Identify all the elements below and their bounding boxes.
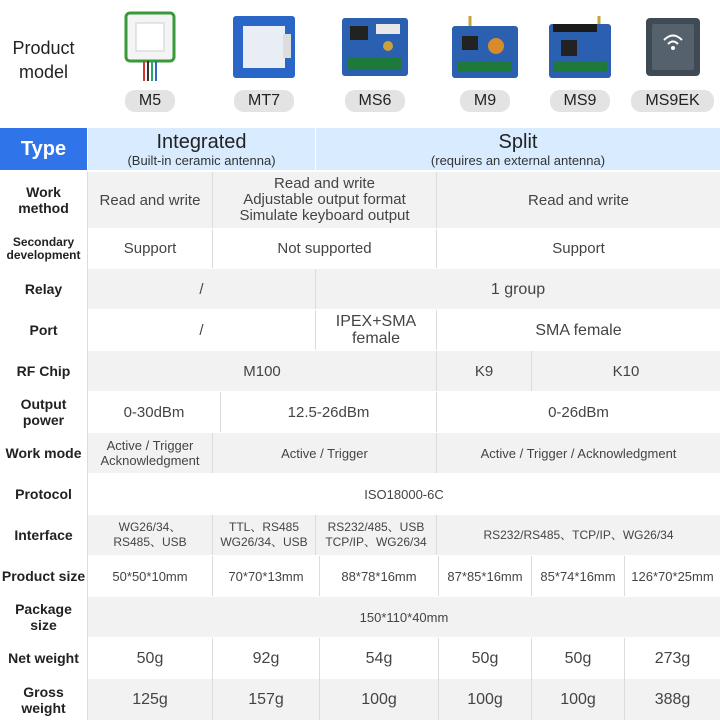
row-label-rf-chip: RF Chip [0, 351, 87, 391]
product-m9 [435, 0, 535, 120]
product-name-ms9: MS9 [550, 90, 611, 112]
cell-relay-m5-mt7: / [199, 280, 204, 298]
cell-product-size-ms9ek: 126*70*25mm [631, 568, 714, 584]
product-name-mt7: MT7 [234, 90, 294, 112]
enclosure-device-icon [636, 10, 710, 84]
cell-gross-weight-ms9ek: 388g [654, 691, 691, 708]
cell-gross-weight-ms6: 100g [361, 691, 397, 708]
type-split [316, 128, 720, 170]
type-split-title: Split [498, 130, 538, 153]
row-label-gross-weight: Gross weight [0, 679, 87, 720]
product-name-m5: M5 [125, 90, 175, 112]
product-name-m9: M9 [460, 90, 510, 112]
row-label-output-power: Output power [0, 392, 87, 432]
cell-product-size-ms9: 85*74*16mm [540, 568, 616, 584]
cell-product-size-m9: 87*85*16mm [447, 568, 523, 584]
cell-protocol-all: ISO18000-6C [364, 486, 444, 502]
product-name-ms6: MS6 [345, 90, 406, 112]
product-ms6 [315, 0, 435, 120]
cell-work-mode-mt7-ms6: Active / Trigger [281, 445, 368, 461]
row-label-port: Port [0, 310, 87, 350]
type-label: Type [0, 128, 87, 170]
blue-antenna-board-icon [227, 10, 301, 84]
cell-output-power-m9-ms9ek: 0-26dBm [548, 403, 609, 421]
type-integrated [88, 128, 315, 170]
row-label-interface: Interface [0, 515, 87, 555]
cell-port-m9-ms9ek: SMA female [535, 321, 622, 339]
cell-output-power-mt7-ms6: 12.5-26dBm [287, 403, 370, 421]
cell-relay-ms6-ms9ek: 1 group [490, 280, 546, 298]
cell-interface-m9-ms9ek: RS232/RS485、TCP/IP、WG26/34 [483, 527, 674, 542]
cell-rf-chip-m9: K9 [474, 362, 494, 380]
row-label-work-method: Work method [0, 172, 87, 228]
cell-port-ms6: IPEX+SMA female [335, 313, 417, 347]
product-ms9ek [625, 0, 720, 120]
cell-product-size-mt7: 70*70*13mm [228, 568, 304, 584]
cell-product-size-m5: 50*50*10mm [112, 568, 188, 584]
row-label-secondary-development: Secondary development [0, 229, 87, 268]
cell-net-weight-ms9ek: 273g [654, 649, 691, 667]
cell-rf-chip-m5-ms6: M100 [243, 362, 281, 380]
cell-net-weight-m5: 50g [136, 649, 164, 667]
cell-gross-weight-mt7: 157g [248, 691, 284, 708]
type-split-subtitle: (requires an external antenna) [430, 152, 606, 168]
circuit-board-icon [338, 10, 412, 84]
cell-gross-weight-m9: 100g [467, 691, 503, 708]
circuit-board-icon [543, 10, 617, 84]
square-antenna-board-icon [113, 10, 187, 84]
row-label-product-size: Product size [0, 556, 87, 596]
product-model-label: Product model [12, 38, 75, 82]
circuit-board-antenna-icon [448, 10, 522, 84]
product-m5 [87, 0, 213, 120]
row-label-net-weight: Net weight [0, 638, 87, 678]
product-ms9 [535, 0, 625, 120]
type-integrated-title: Integrated [156, 130, 247, 153]
cell-work-mode-m5: Active / Trigger Acknowledgment [100, 438, 200, 468]
type-integrated-subtitle: (Built-in ceramic antenna) [127, 152, 276, 168]
cell-interface-mt7: TTL、RS485 WG26/34、USB [220, 520, 308, 549]
cell-net-weight-m9: 50g [471, 649, 499, 667]
cell-work-method-m9-ms9ek: Read and write [528, 191, 629, 209]
cell-net-weight-ms6: 54g [365, 649, 393, 667]
row-label-package-size: Package size [0, 597, 87, 637]
cell-secondary-dev-mt7-ms6: Not supported [277, 240, 372, 257]
cell-port-m5-mt7: / [199, 321, 204, 339]
cell-work-method-mt7-ms6: Read and write Adjustable output format Simulate keyboard output [239, 175, 410, 224]
cell-gross-weight-ms9: 100g [560, 691, 596, 708]
row-label-relay: Relay [0, 269, 87, 309]
cell-secondary-dev-m5: Support [123, 240, 177, 257]
cell-interface-ms6: RS232/485、USB TCP/IP、WG26/34 [325, 520, 427, 549]
row-label-work-mode: Work mode [0, 433, 87, 473]
product-name-ms9ek: MS9EK [631, 90, 713, 112]
cell-net-weight-ms9: 50g [564, 649, 592, 667]
cell-interface-m5: WG26/34、 RS485、USB [113, 520, 187, 549]
cell-package-size-all: 150*110*40mm [359, 609, 449, 625]
cell-net-weight-mt7: 92g [252, 649, 280, 667]
cell-output-power-m5: 0-30dBm [123, 403, 185, 421]
cell-rf-chip-ms9-ms9ek: K10 [612, 362, 640, 380]
cell-gross-weight-m5: 125g [132, 691, 168, 708]
cell-product-size-ms6: 88*78*16mm [341, 568, 417, 584]
cell-work-method-m5: Read and write [99, 191, 201, 209]
cell-secondary-dev-m9-ms9ek: Support [552, 240, 605, 257]
row-label-protocol: Protocol [0, 474, 87, 514]
cell-work-mode-m9-ms9ek: Active / Trigger / Acknowledgment [480, 445, 677, 461]
product-mt7 [213, 0, 315, 120]
